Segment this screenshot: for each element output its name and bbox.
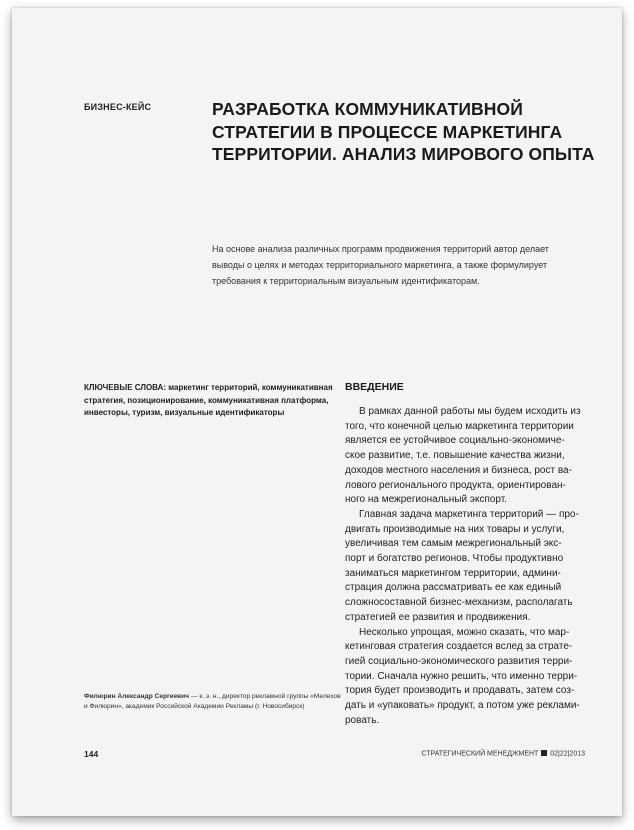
- abstract-line: На основе анализа различных программ продвижения территорий автор делает: [212, 244, 549, 254]
- body-line: ного на межрегиональный экспорт.: [345, 494, 508, 506]
- body-line: страция должна рассматривать ее как единый: [345, 582, 562, 594]
- square-separator-icon: [541, 750, 547, 756]
- body-line: порт и богатство регионов. Чтобы продуктивно: [345, 553, 564, 565]
- body-line: тории. Сначала нужно решить, что именно терри-: [345, 670, 578, 682]
- body-text: [345, 405, 607, 728]
- keywords-line: инвесторы, туризм, визуальные идентификаторы: [84, 408, 285, 417]
- body-line: дать и «упаковать» продукт, а потом уже реклами-: [345, 700, 580, 712]
- body-line: В рамках данной работы мы будем исходить из: [359, 406, 581, 417]
- author-line: [84, 692, 339, 702]
- abstract-line: требования к территориальным визуальным идентификаторам.: [212, 276, 480, 286]
- body-line: ское развитие, т.е. повышение качества жизни,: [345, 450, 565, 462]
- journal-footer: [421, 750, 585, 758]
- journal-issue: 02|22|2013: [550, 750, 585, 758]
- section-heading: ВВЕДЕНИЕ: [345, 381, 404, 393]
- keywords-line: КЛЮЧЕВЫЕ СЛОВА: маркетинг территорий, коммуникативная: [84, 383, 333, 392]
- body-line: того, что конечной целью маркетинга территории: [345, 420, 574, 432]
- rubric-label: БИЗНЕС-КЕЙС: [84, 102, 152, 112]
- title-line: СТРАТЕГИИ В ПРОЦЕССЕ МАРКЕТИНГА: [212, 121, 563, 142]
- abstract-line: выводы о целях и методах территориального маркетинга, а также формулирует: [212, 260, 548, 270]
- body-line: сложносоставной бизнес-механизм, располагать: [345, 597, 573, 609]
- body-line: ровать.: [345, 714, 380, 726]
- author-line: и Филюрин», академик Российской Академии Рекламы (г. Новосибирск): [84, 702, 305, 710]
- body-line: является ее устойчивое социально-экономиче-: [345, 435, 565, 447]
- author-credentials: — к. э. н., директор рекламной группы «Мелехов: [189, 693, 341, 700]
- body-line: гией социально-экономического развития терри-: [345, 655, 573, 667]
- body-line: заниматься маркетингом территории, админи-: [345, 567, 561, 579]
- body-line: лового регионального продукта, ориентирован-: [345, 479, 566, 491]
- title-line: ТЕРРИТОРИИ. АНАЛИЗ МИРОВОГО ОПЫТА: [212, 144, 595, 164]
- article-title: [212, 98, 612, 166]
- page-number: 144: [84, 749, 99, 759]
- body-line: двигать производимые на них товары и услуги,: [345, 523, 565, 535]
- journal-page: [12, 8, 622, 816]
- article-abstract: [212, 241, 602, 289]
- author-name: Филюрин Александр Сергеевич: [84, 693, 190, 700]
- body-line: увеличивая тем самым межрегиональный экс-: [345, 538, 562, 550]
- body-line: стратегией ее развития и продвижения.: [345, 611, 531, 623]
- body-line: Несколько упрощая, можно сказать, что мар-: [359, 626, 570, 638]
- title-line: РАЗРАБОТКА КОММУНИКАТИВНОЙ: [212, 99, 523, 119]
- body-line: доходов местного населения и бизнеса, рост ва-: [345, 464, 572, 476]
- body-line: тория будет производить и продавать, затем соз-: [345, 685, 575, 697]
- body-line: кетинговая стратегия создается вслед за страте-: [345, 641, 573, 653]
- keywords-line: стратегия, позиционирование, коммуникативная платформа,: [84, 395, 329, 405]
- body-line: Главная задача маркетинга территорий — про-: [359, 508, 579, 520]
- journal-name: СТРАТЕГИЧЕСКИЙ МЕНЕДЖМЕНТ: [421, 750, 539, 758]
- author-info: [84, 692, 339, 711]
- keywords-block: [84, 382, 339, 420]
